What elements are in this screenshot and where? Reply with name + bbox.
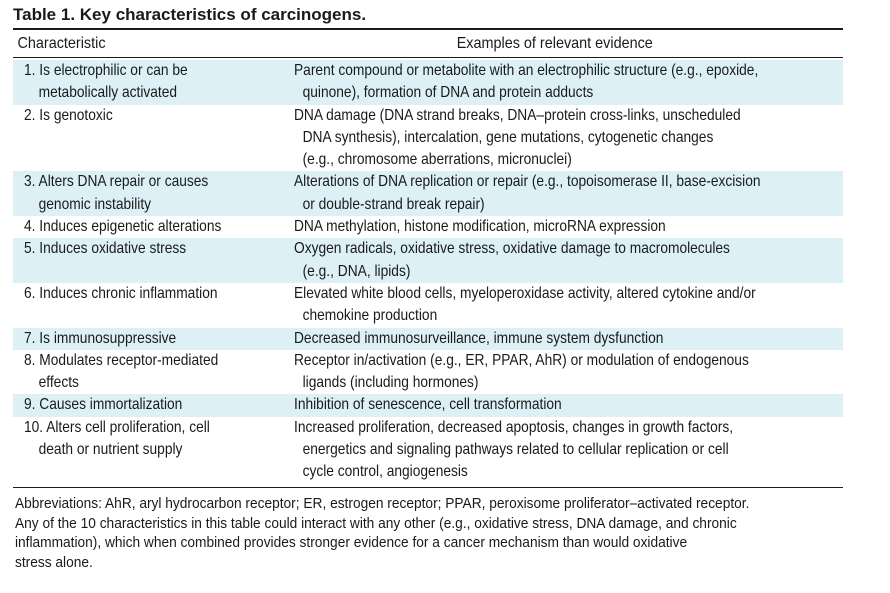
footnote-line: Any of the 10 characteristics in this table could interact with any other (e.g., oxidative stress, DNA damage, and chronic [15,514,737,532]
table-row [13,394,843,416]
table-caption [13,4,366,26]
table-row [13,238,843,283]
cell-evidence [294,394,890,416]
characteristic-text: 6. Induces chronic inflammation [24,284,218,302]
cell-characteristic [24,171,324,216]
table-row [13,328,843,350]
evidence-text: ligands (including hormones) [302,374,479,392]
cell-characteristic [24,60,324,105]
evidence-text: cycle control, angiogenesis [302,463,468,481]
cell-evidence [294,283,890,328]
table-row [13,171,843,216]
evidence-text: DNA methylation, histone modification, microRNA expression [294,218,666,236]
table-row [13,60,843,105]
cell-evidence [294,171,890,216]
column-header-evidence: Examples of relevant evidence [456,35,653,52]
cell-evidence [294,350,890,395]
evidence-text: chemokine production [302,307,438,325]
footnote-line: stress alone. [15,553,93,571]
cell-evidence [294,216,890,238]
table-footnote [15,494,890,572]
characteristic-text: 5. Induces oxidative stress [24,240,187,258]
characteristic-text: death or nutrient supply [38,441,183,459]
cell-evidence [294,328,890,350]
evidence-text: Inhibition of senescence, cell transformation [294,396,562,414]
cell-characteristic [24,283,324,305]
cell-characteristic [24,238,324,260]
characteristic-text: 9. Causes immortalization [24,396,183,414]
column-header-characteristic: Characteristic [17,35,106,52]
cell-characteristic [24,417,324,462]
characteristic-text: 4. Induces epigenetic alterations [24,218,222,236]
table-title: Key characteristics of carcinogens. [79,5,367,24]
characteristic-text: 2. Is genotoxic [24,106,113,124]
top-rule [13,28,843,30]
table-row [13,216,843,238]
bottom-rule [13,487,843,488]
evidence-text: (e.g., DNA, lipids) [302,262,411,280]
evidence-text: Receptor in/activation (e.g., ER, PPAR, AhR) or modulation of endogenous [294,351,749,369]
evidence-text: quinone), formation of DNA and protein adducts [302,84,594,102]
table-row [13,283,843,328]
evidence-text: or double-strand break repair) [302,195,485,213]
evidence-text: DNA damage (DNA strand breaks, DNA–protein cross-links, unscheduled [294,106,741,124]
evidence-text: Parent compound or metabolite with an electrophilic structure (e.g., epoxide, [294,62,759,79]
characteristic-text: metabolically activated [38,84,178,102]
cell-characteristic [24,350,324,395]
evidence-text: Decreased immunosurveillance, immune system dysfunction [294,329,664,347]
cell-evidence [294,60,890,105]
cell-characteristic [24,105,324,127]
footnote-line: inflammation), which when combined provides stronger evidence for a cancer mechanism than would oxidative [15,534,688,552]
cell-evidence [294,238,890,283]
characteristic-text: 3. Alters DNA repair or causes [24,173,209,191]
characteristic-text: 1. Is electrophilic or can be [24,62,188,79]
characteristic-text: 10. Alters cell proliferation, cell [24,418,210,436]
cell-characteristic [24,328,324,350]
cell-characteristic [24,216,324,238]
characteristic-text: effects [38,374,79,392]
table-header [13,31,760,57]
evidence-text: Increased proliferation, decreased apoptosis, changes in growth factors, [294,418,734,436]
table-row [13,350,843,395]
evidence-text: DNA synthesis), intercalation, gene mutations, cytogenetic changes [302,128,714,146]
evidence-text: Alterations of DNA replication or repair (e.g., topoisomerase II, base-excision [294,173,761,191]
evidence-text: energetics and signaling pathways related to cellular replication or cell [302,441,729,459]
cell-characteristic [24,394,324,416]
characteristic-text: genomic instability [38,195,152,213]
table-row [13,105,843,172]
table-row [13,417,843,484]
cell-evidence [294,417,890,484]
header-rule [13,57,843,58]
footnote-line: Abbreviations: AhR, aryl hydrocarbon receptor; ER, estrogen receptor; PPAR, peroxisome proliferator–activated receptor. [15,495,750,512]
characteristic-text: 8. Modulates receptor-mediated [24,351,219,369]
evidence-text: (e.g., chromosome aberrations, micronuclei) [302,151,572,169]
evidence-text: Elevated white blood cells, myeloperoxidase activity, altered cytokine and/or [294,284,756,302]
table-body [13,60,843,484]
cell-evidence [294,105,890,172]
table-number: Table 1. [13,5,76,24]
characteristic-text: 7. Is immunosuppressive [24,329,177,347]
evidence-text: Oxygen radicals, oxidative stress, oxidative damage to macromolecules [294,240,730,258]
